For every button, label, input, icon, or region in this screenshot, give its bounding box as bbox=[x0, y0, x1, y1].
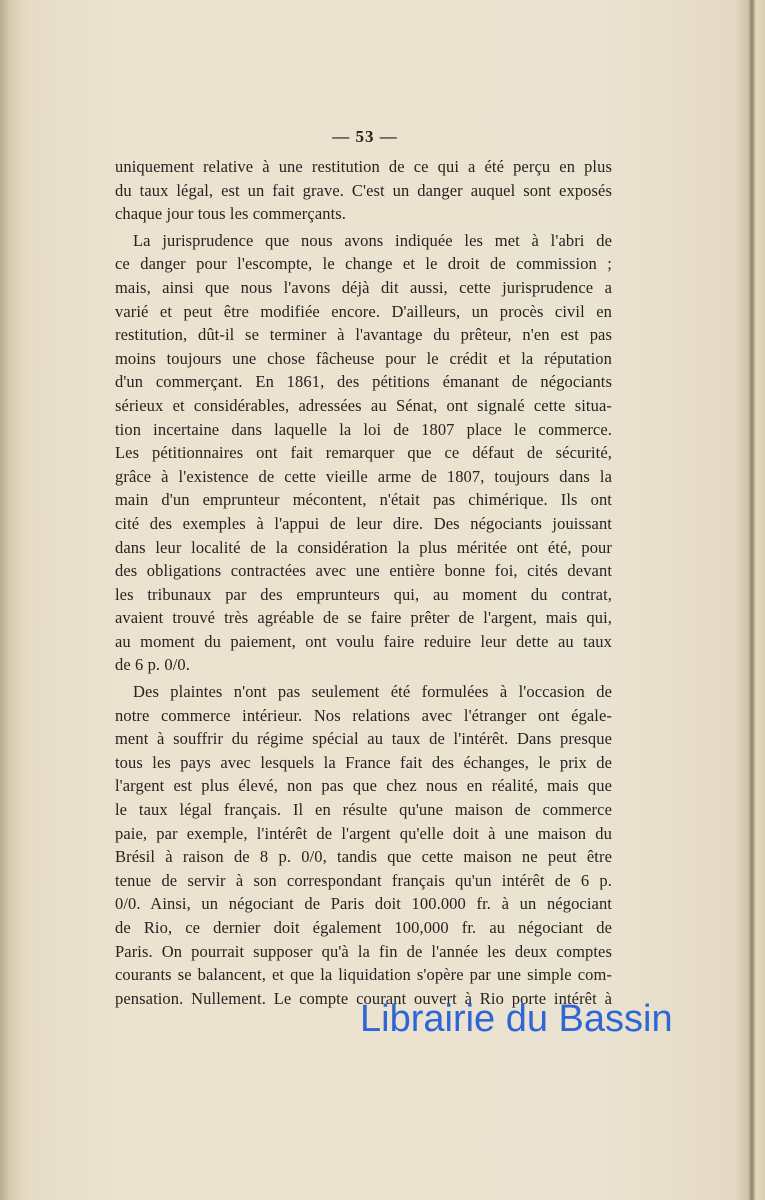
watermark: Librairie du Bassin bbox=[360, 998, 673, 1040]
text-line: Des plaintes n'ont pas seulement été formulées à l'occasion de bbox=[133, 682, 612, 702]
text-line: 0/0. Ainsi, un négociant de Paris doit 100.000 fr. à un négociant bbox=[115, 894, 612, 914]
text-line: pensation. Nullement. Le compte courant ouvert à Rio porte intérêt à bbox=[115, 988, 612, 1008]
text-line: main d'un emprunteur mécontent, n'était pas chimérique. Ils ont bbox=[115, 490, 612, 510]
text-line: d'un commerçant. En 1861, des pétitions émanant de négociants bbox=[115, 372, 612, 392]
text-line: Brésil à raison de 8 p. 0/0, tandis que cette maison ne peut être bbox=[115, 847, 612, 867]
text-line: courants se balancent, et que la liquidation s'opère par une simple com- bbox=[115, 965, 612, 985]
text-line: La jurisprudence que nous avons indiquée les met à l'abri de bbox=[133, 230, 612, 250]
text-line: ce danger pour l'escompte, le change et le droit de commission ; bbox=[115, 254, 612, 274]
text-line: de 6 p. 0/0. bbox=[115, 655, 190, 675]
text-line: grâce à l'existence de cette vieille arme de 1807, toujours dans la bbox=[115, 466, 612, 486]
text-line: de Rio, ce dernier doit également 100,000 fr. au négociant de bbox=[115, 918, 612, 937]
text-line: restitution, dût-il se terminer à l'avantage du prêteur, n'en est pas bbox=[115, 325, 612, 345]
text-line: varié et peut être modifiée encore. D'ailleurs, un procès civil en bbox=[115, 301, 612, 321]
text-line: l'argent est plus élevé, non pas que chez nous en réalité, mais que bbox=[115, 776, 612, 796]
text-line: tous les pays avec lesquels la France fait des échanges, le prix de bbox=[115, 752, 612, 772]
text-line: ment à souffrir du régime spécial au taux de l'intérêt. Dans presque bbox=[115, 729, 612, 749]
text-line: moins toujours une chose fâcheuse pour le crédit et la réputation bbox=[115, 348, 612, 368]
text-line: Les pétitionnaires ont fait remarquer que ce défaut de sécurité, bbox=[115, 443, 612, 463]
text-line: tion incertaine dans laquelle la loi de 1807 place le commerce. bbox=[115, 419, 612, 439]
paragraph bbox=[115, 229, 612, 677]
text-line: sérieux et considérables, adressées au Sénat, ont signalé cette situa- bbox=[115, 395, 612, 415]
text-line: les tribunaux par des emprunteurs qui, au moment du contrat, bbox=[115, 584, 612, 604]
text-line: du taux légal, est un fait grave. C'est un danger auquel sont exposés bbox=[115, 180, 612, 200]
text-line: uniquement relative à une restitution de ce qui a été perçu en plus bbox=[115, 157, 612, 176]
text-line: au moment du paiement, ont voulu faire reduire leur dette au taux bbox=[115, 631, 612, 651]
text-line: dans leur localité de la considération la plus méritée ont été, pour bbox=[115, 537, 612, 557]
text-line: chaque jour tous les commerçants. bbox=[115, 204, 347, 224]
text-line: notre commerce intérieur. Nos relations avec l'étranger ont égale- bbox=[115, 705, 612, 725]
text-line: cité des exemples à l'appui de leur dire. Des négociants jouissant bbox=[115, 513, 612, 533]
text-line: tenue de servir à son correspondant français qu'un intérêt de 6 p. bbox=[115, 870, 612, 890]
paragraph bbox=[115, 680, 612, 1010]
body-text bbox=[115, 155, 612, 1013]
paragraph bbox=[115, 155, 612, 226]
text-line: paie, par exemple, l'intérêt de l'argent qu'elle doit à une maison du bbox=[115, 823, 612, 843]
text-line: mais, ainsi que nous l'avons déjà dit aussi, cette jurisprudence a bbox=[115, 277, 612, 297]
text-line: avaient trouvé très agréable de se faire prêter de l'argent, mais qui, bbox=[115, 608, 612, 628]
text-line: des obligations contractées avec une entière bonne foi, cités devant bbox=[115, 561, 612, 581]
text-line: le taux légal français. Il en résulte qu'une maison de commerce bbox=[115, 800, 612, 820]
page-number: — 53 — bbox=[332, 127, 398, 146]
text-line: Paris. On pourrait supposer qu'à la fin de l'année les deux comptes bbox=[115, 941, 612, 961]
